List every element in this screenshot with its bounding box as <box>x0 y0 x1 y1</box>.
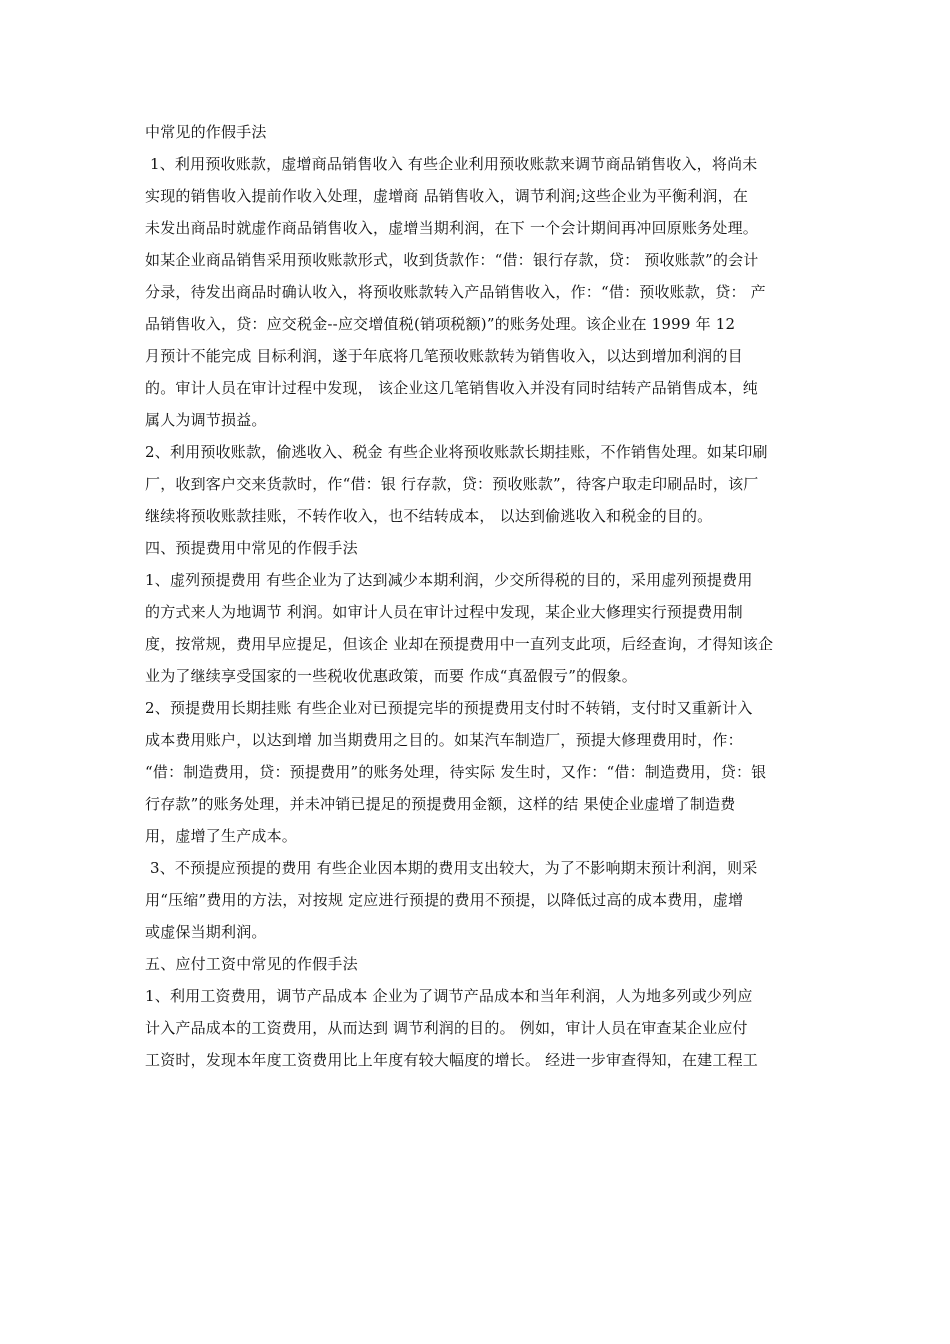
paragraph-line: 如某企业商品销售采用预收账款形式，收到货款作：“借：银行存款，贷： 预收账款”的会计 <box>145 251 759 269</box>
paragraph-line: 属人为调节损益。 <box>145 411 267 429</box>
paragraph-line: 月预计不能完成 目标利润，遂于年底将几笔预收账款转为销售收入，以达到增加利润的目 <box>145 347 743 365</box>
document-body <box>145 116 810 1076</box>
paragraph-line: 行存款”的账务处理，并未冲销已提足的预提费用金额，这样的结 果使企业虚增了制造费 <box>145 795 736 813</box>
paragraph-line: 品销售收入，贷：应交税金--应交增值税(销项税额)”的账务处理。该企业在 1999 年 12 <box>145 315 736 333</box>
paragraph-line: 用，虚增了生产成本。 <box>145 827 298 845</box>
paragraph-line: 的方式来人为地调节 利润。如审计人员在审计过程中发现，某企业大修理实行预提费用制 <box>145 603 743 621</box>
paragraph-line: 继续将预收账款挂账，不转作收入，也不结转成本， 以达到偷逃收入和税金的目的。 <box>145 507 713 525</box>
paragraph-line: 未发出商品时就虚作商品销售收入，虚增当期利润，在下 一个会计期间再冲回原账务处理。 <box>145 219 758 237</box>
paragraph-line: 1、虚列预提费用 有些企业为了达到减少本期利润，少交所得税的目的，采用虚列预提费用 <box>145 571 753 589</box>
section-heading: 四、预提费用中常见的作假手法 <box>145 539 358 557</box>
paragraph-line: 用“压缩”费用的方法，对按规 定应进行预提的费用不预提，以降低过高的成本费用，虚增 <box>145 891 744 909</box>
paragraph-line: 或虚保当期利润。 <box>145 923 267 941</box>
paragraph-line: 2、利用预收账款，偷逃收入、税金 有些企业将预收账款长期挂账，不作销售处理。如某印刷 <box>145 443 768 461</box>
paragraph-line: 厂，收到客户交来货款时，作“借：银 行存款，贷：预收账款”，待客户取走印刷品时，该厂 <box>145 475 759 493</box>
paragraph-line: 3、不预提应预提的费用 有些企业因本期的费用支出较大，为了不影响期末预计利润，则采 <box>145 859 758 877</box>
paragraph-line: 度，按常规，费用早应提足，但该企 业却在预提费用中一直列支此项，后经查询，才得知该企 <box>145 635 774 653</box>
section-heading: 五、应付工资中常见的作假手法 <box>145 955 358 973</box>
paragraph-line: 1、利用预收账款，虚增商品销售收入 有些企业利用预收账款来调节商品销售收入，将尚未 <box>145 155 758 173</box>
paragraph-line: 成本费用账户，以达到增 加当期费用之目的。如某汽车制造厂，预提大修理费用时，作： <box>145 731 743 749</box>
paragraph-line: 的。审计人员在审计过程中发现， 该企业这几笔销售收入并没有同时结转产品销售成本，纯 <box>145 379 758 397</box>
paragraph-line: 1、利用工资费用，调节产品成本 企业为了调节产品成本和当年利润，人为地多列或少列应 <box>145 987 753 1005</box>
section-heading: 中常见的作假手法 <box>145 123 267 141</box>
paragraph-line: “借：制造费用，贷：预提费用”的账务处理，待实际 发生时，又作：“借：制造费用，贷：银 <box>145 763 767 781</box>
paragraph-line: 实现的销售收入提前作收入处理，虚增商 品销售收入，调节利润;这些企业为平衡利润，在 <box>145 187 749 205</box>
paragraph-line: 分录，待发出商品时确认收入，将预收账款转入产品销售收入，作：“借：预收账款，贷： 产 <box>145 283 766 301</box>
paragraph-line: 2、预提费用长期挂账 有些企业对已预提完毕的预提费用支付时不转销，支付时又重新计入 <box>145 699 753 717</box>
paragraph-line: 计入产品成本的工资费用，从而达到 调节利润的目的。 例如，审计人员在审查某企业应付 <box>145 1019 748 1037</box>
paragraph-line: 工资时，发现本年度工资费用比上年度有较大幅度的增长。 经进一步审查得知，在建工程工 <box>145 1051 758 1069</box>
paragraph-line: 业为了继续享受国家的一些税收优惠政策，而要 作成“真盈假亏”的假象。 <box>145 667 637 685</box>
